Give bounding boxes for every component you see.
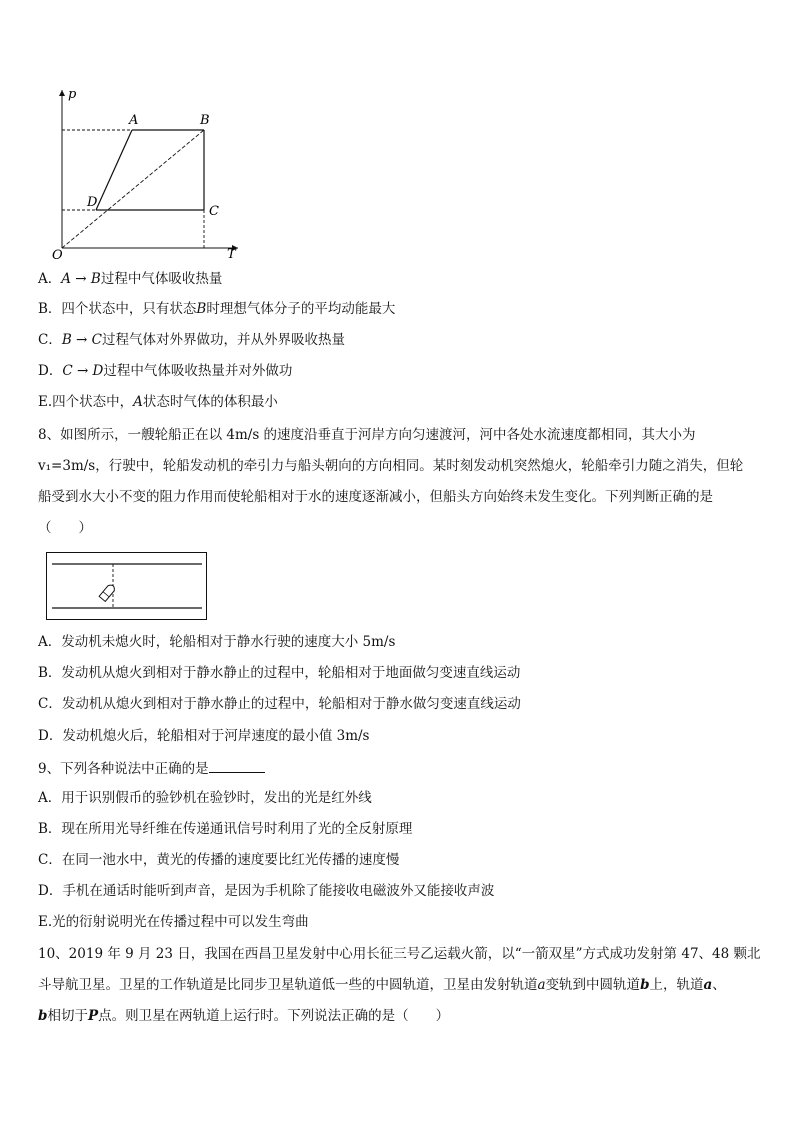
q7-d-text: 过程中气体吸收热量并对外做功	[103, 363, 293, 379]
dashed-OB	[62, 130, 204, 248]
q10-line-2	[38, 976, 726, 994]
q7-e-text: 状态时气体的体积最小	[142, 394, 278, 410]
label-p: p	[68, 87, 77, 102]
q7-e-math: A	[133, 394, 143, 410]
q7-d-prefix: D．	[38, 363, 63, 379]
q7-option-d	[38, 362, 292, 380]
q9-option-c: C．在同一池水中，黄光的传播的速度要比红光传播的速度慢	[38, 852, 400, 868]
q9-stem	[38, 758, 265, 778]
q7-d-math: C → D	[62, 363, 104, 379]
q7-a-prefix: A．	[38, 271, 62, 287]
line-DA	[96, 130, 132, 210]
q10-line-1: 10、2019 年 9 月 23 日，我国在西昌卫星发射中心用长征三号乙运载火箭，以“一箭双星”方式成功发射第 47、48 颗北	[38, 946, 761, 962]
q8-line-2: v₁=3m/s，行驶中，轮船发动机的牵引力与船头朝向的方向相同。某时刻发动机突然熄火，轮船牵引力随之消失，但轮	[38, 458, 744, 474]
q7-b-text: 时理想气体分子的平均动能最大	[206, 301, 396, 317]
p-t-diagram	[50, 82, 250, 262]
river-frame	[47, 553, 207, 620]
q9-stem-text: 9、下列各种说法中正确的是	[38, 761, 209, 777]
label-A: A	[129, 113, 139, 128]
q7-option-c	[38, 331, 345, 349]
label-D: D	[87, 195, 98, 210]
q7-a-text: 过程中气体吸收热量	[100, 271, 223, 287]
label-B: B	[200, 113, 210, 128]
q7-c-math: B → C	[61, 332, 102, 348]
label-C: C	[209, 204, 219, 219]
q10-sym-p: P	[87, 1008, 99, 1024]
q8-line-4: （ ）	[38, 520, 92, 536]
q7-option-e	[38, 393, 278, 411]
q8-line-1: 8、如图所示，一艘轮船正在以 4m/s 的速度沿垂直于河岸方向匀速渡河，河中各处水流速度都相同，其大小为	[38, 427, 696, 443]
q8-line-3: 船受到水大小不变的阻力作用而使轮船相对于水的速度逐渐减小，但船头方向始终未发生变化。下列判断正确的是	[38, 489, 713, 505]
q10-sym-b: b	[640, 977, 650, 993]
q7-option-b	[38, 300, 395, 318]
q10-sym-a: a	[537, 977, 546, 993]
q7-c-text: 过程气体对外界做功，并从外界吸收热量	[102, 332, 345, 348]
q10-text-d: 、	[712, 977, 726, 993]
q7-b-prefix: B．四个状态中，只有状态	[38, 301, 197, 317]
q10-sym-a2: a	[703, 977, 713, 993]
q9-option-a: A．用于识别假币的验钞机在验钞时，发出的光是红外线	[38, 790, 372, 806]
q10-text-c: 上，轨道	[649, 977, 704, 993]
boat-icon	[99, 583, 116, 601]
q7-e-prefix: E.四个状态中，	[38, 394, 134, 410]
river-figure	[46, 552, 208, 622]
q7-a-math: A → B	[61, 271, 101, 287]
q10-text-f: 点。则卫星在两轨道上运行时。下列说法正确的是（ ）	[98, 1008, 450, 1024]
answer-blank[interactable]	[209, 758, 265, 773]
q8-option-a: A．发动机未熄火时，轮船相对于静水行驶的速度大小 5m/s	[38, 634, 396, 650]
q8-option-d: D．发动机熄火后，轮船相对于河岸速度的最小值 3m/s	[38, 728, 370, 744]
q7-option-a	[38, 270, 222, 288]
q10-text-e: 相切于	[47, 1008, 88, 1024]
q9-option-d: D．手机在通话时能听到声音，是因为手机除了能接收电磁波外又能接收声波	[38, 883, 495, 899]
q10-text-b: 变轨到中圆轨道	[545, 977, 641, 993]
label-O: O	[52, 248, 63, 262]
q7-c-prefix: C．	[38, 332, 62, 348]
label-T: T	[227, 247, 236, 262]
q10-line-3	[38, 1007, 449, 1025]
q10-text-a: 斗导航卫星。卫星的工作轨道是比同步卫星轨道低一些的中圆轨道，卫星由发射轨道	[38, 977, 538, 993]
q8-option-b: B．发动机从熄火到相对于静水静止的过程中，轮船相对于地面做匀变速直线运动	[38, 665, 521, 681]
q7-b-math: B	[196, 301, 207, 317]
q8-option-c: C．发动机从熄火到相对于静水静止的过程中，轮船相对于静水做匀变速直线运动	[38, 696, 521, 712]
q9-option-b: B．现在所用光导纤维在传递通讯信号时利用了光的全反射原理	[38, 821, 413, 837]
q10-sym-b2: b	[38, 1008, 48, 1024]
q9-option-e: E.光的衍射说明光在传播过程中可以发生弯曲	[38, 914, 309, 930]
